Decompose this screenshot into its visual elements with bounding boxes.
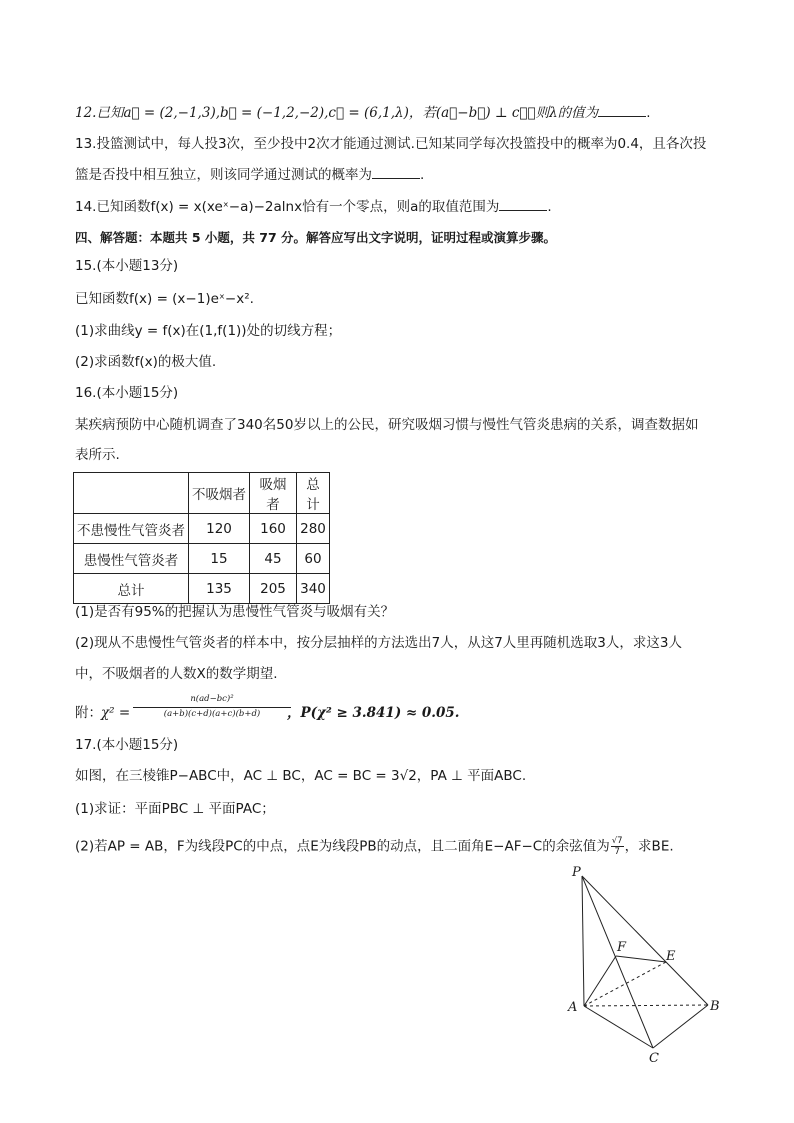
fraction-bar	[133, 707, 291, 708]
question-16-stem2: 表所示.	[75, 447, 120, 463]
label-B: B	[710, 999, 720, 1014]
answer-blank	[372, 166, 420, 179]
segment-AF	[584, 956, 616, 1006]
answer-blank	[598, 104, 646, 117]
fraction-numerator: n(ad−bc)²	[190, 694, 234, 704]
edge-CB	[653, 1005, 708, 1048]
edge-PC	[582, 876, 653, 1048]
question-13-line1: 13.投篮测试中，每人投3次，至少投中2次才能通过测试.已知某同学每次投篮投中的概率为0.4，且各次投	[75, 136, 707, 152]
question-16-part2b: 中，不吸烟者的人数X的数学期望.	[75, 666, 278, 682]
label-A: A	[568, 1000, 578, 1015]
row-label: 总计	[74, 574, 189, 604]
table-row	[74, 514, 330, 544]
edge-PB	[582, 876, 708, 1005]
question-16-stem1: 某疾病预防中心随机调查了340名50岁以上的公民，研究吸烟习惯与慢性气管炎患病的关系，调查数据如	[75, 417, 699, 433]
label-P: P	[572, 865, 581, 880]
label-C: C	[649, 1051, 659, 1066]
label-F: F	[617, 940, 627, 955]
question-15-part1: (1)求曲线y = f(x)在(1,f(1))处的切线方程；	[75, 323, 342, 339]
column-header: 吸烟者	[250, 473, 297, 514]
table-cell: 60	[297, 544, 330, 574]
tetrahedron-figure	[560, 862, 730, 1072]
table-cell: 135	[189, 574, 250, 604]
question-15-header: 15.(本小题13分)	[75, 258, 179, 274]
table-cell: 160	[250, 514, 297, 544]
edge-PA	[582, 876, 584, 1006]
table-cell: 120	[189, 514, 250, 544]
survey-table	[73, 472, 330, 604]
question-16-header: 16.(本小题15分)	[75, 385, 179, 401]
column-header: 总计	[297, 473, 330, 514]
fraction-denominator: (a+b)(c+d)(a+c)(b+d)	[163, 709, 261, 719]
table-cell: 205	[250, 574, 297, 604]
answer-blank	[499, 198, 547, 211]
table-row	[74, 574, 330, 604]
segment-FE	[616, 956, 666, 962]
row-label: 不患慢性气管炎者	[74, 514, 189, 544]
q12-text: 12.已知a⃗ = (2,−1,3),b⃗ = (−1,2,−2),c⃗ = (6,1,λ)，若(a⃗−b⃗) ⊥ c⃗，则λ的值为	[75, 105, 599, 121]
edge-AC	[584, 1006, 653, 1048]
question-17-stem: 如图，在三棱锥P−ABC中，AC ⊥ BC，AC = BC = 3√2，PA ⊥ 平面ABC.	[75, 768, 527, 784]
edge-AB-hidden	[584, 1005, 708, 1006]
question-17-header: 17.(本小题15分)	[75, 737, 179, 753]
question-16-part1: (1)是否有95%的把握认为患慢性气管炎与吸烟有关？	[75, 604, 395, 620]
label-E: E	[666, 949, 676, 964]
question-15-stem: 已知函数f(x) = (x−1)eˣ−x².	[75, 291, 254, 307]
table-cell: 45	[250, 544, 297, 574]
question-14: 14.已知函数f(x) = x(xeˣ−a)−2alnx恰有一个零点，则a的取值范围为 .	[75, 199, 552, 215]
question-17-part2: (2)若AP = AB，F为线段PC的中点，点E为线段PB的动点，且二面角E−AF−C的余弦值为 $\frac{√7}{7}$ ，求BE.	[75, 836, 674, 857]
segment-AE-hidden	[584, 962, 666, 1006]
question-15-part2: (2)求函数f(x)的极大值.	[75, 354, 217, 370]
table-cell: 280	[297, 514, 330, 544]
row-label: 患慢性气管炎者	[74, 544, 189, 574]
cosine-fraction: $\frac{√7}{7}$	[611, 836, 623, 857]
question-12: 12.已知a⃗ = (2,−1,3),b⃗ = (−1,2,−2),c⃗ = (6,1,λ)，若(a⃗−b⃗) ⊥ c⃗，则λ的值为 .	[75, 105, 651, 121]
question-16-part2a: (2)现从不患慢性气管炎者的样本中，按分层抽样的方法选出7人，从这7人里再随机选取3人，求这3人	[75, 635, 682, 651]
column-header: 不吸烟者	[189, 473, 250, 514]
question-13-line2: 篮是否投中相互独立，则该同学通过测试的概率为 .	[75, 167, 425, 183]
table-cell: 15	[189, 544, 250, 574]
question-17-part1: (1)求证：平面PBC ⊥ 平面PAC；	[75, 801, 275, 817]
table-row	[74, 544, 330, 574]
table-cell: 340	[297, 574, 330, 604]
section-heading: 四、解答题：本题共 5 小题，共 77 分。解答应写出文字说明，证明过程或演算步骤。	[75, 230, 557, 245]
table-header-row	[74, 473, 330, 514]
